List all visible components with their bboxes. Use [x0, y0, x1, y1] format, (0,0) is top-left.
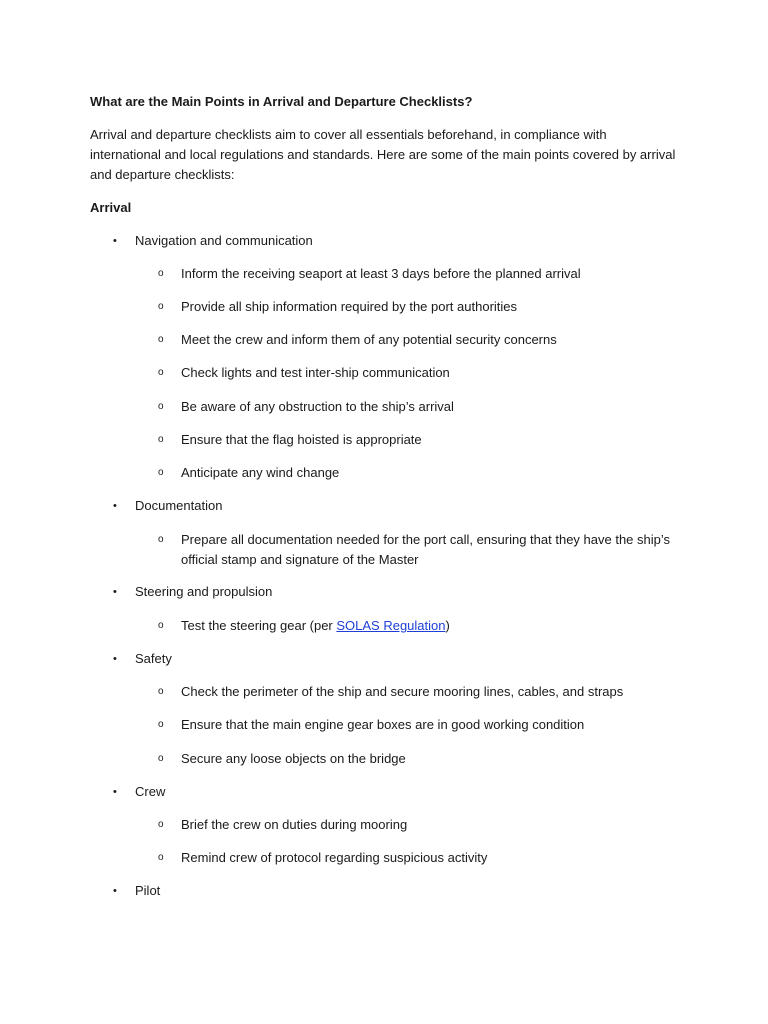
list-item-label: Pilot	[135, 883, 161, 898]
list-item-navigation	[113, 231, 313, 251]
circle-bullet-icon: o	[158, 434, 164, 445]
circle-bullet-icon: o	[158, 753, 164, 764]
circle-bullet-icon: o	[158, 620, 164, 631]
circle-bullet-icon: o	[158, 819, 164, 830]
solas-regulation-link[interactable]: SOLAS Regulation	[336, 618, 446, 633]
list-item-label: Navigation and communication	[135, 233, 313, 248]
sub-list-item	[158, 463, 340, 483]
sub-list-item	[158, 264, 581, 284]
sub-list-item	[158, 749, 406, 769]
list-item-label: Documentation	[135, 498, 223, 513]
list-item-pilot	[113, 881, 161, 901]
sub-list-item	[158, 815, 408, 835]
sub-list-item-label-prefix: Test the steering gear (per	[181, 618, 337, 633]
circle-bullet-icon: o	[158, 367, 164, 378]
list-item-label: Steering and propulsion	[135, 584, 273, 599]
bullet-icon: •	[113, 235, 117, 247]
sub-list-item-label: Meet the crew and inform them of any potential security concerns	[181, 332, 557, 347]
sub-list-item	[158, 430, 422, 450]
circle-bullet-icon: o	[158, 852, 164, 863]
sub-list-item-label: Remind crew of protocol regarding suspicious activity	[181, 850, 488, 865]
page-title: What are the Main Points in Arrival and Departure Checklists?	[90, 94, 473, 109]
list-item-label: Crew	[135, 784, 166, 799]
circle-bullet-icon: o	[158, 467, 164, 478]
sub-list-item-label: Provide all ship information required by the port authorities	[181, 299, 518, 314]
sub-list-item-label: Anticipate any wind change	[181, 465, 340, 480]
sub-list-item	[158, 330, 557, 350]
section-title-arrival: Arrival	[90, 200, 132, 215]
bullet-icon: •	[113, 586, 117, 598]
sub-list-item-label: Secure any loose objects on the bridge	[181, 751, 406, 766]
sub-list-item-label: Prepare all documentation needed for the port call, ensuring that they have the ship’s official stamp and signature of the Master	[181, 532, 671, 567]
list-item-safety	[113, 649, 172, 669]
list-item-label: Safety	[135, 651, 172, 666]
list-item-steering	[113, 582, 273, 602]
circle-bullet-icon: o	[158, 686, 164, 697]
circle-bullet-icon: o	[158, 401, 164, 412]
sub-list-item	[158, 682, 624, 702]
sub-list-item-label: Be aware of any obstruction to the ship’s arrival	[181, 399, 454, 414]
sub-list-item	[158, 715, 585, 735]
sub-list-item	[158, 397, 454, 417]
list-item-crew	[113, 782, 166, 802]
sub-list-item	[158, 297, 518, 317]
sub-list-item-label: Brief the crew on duties during mooring	[181, 817, 408, 832]
bullet-icon: •	[113, 653, 117, 665]
sub-list-item-label: Ensure that the main engine gear boxes are in good working condition	[181, 717, 585, 732]
bullet-icon: •	[113, 885, 117, 897]
intro-paragraph: Arrival and departure checklists aim to cover all essentials beforehand, in compliance with international and local regulations and standards. Here are some of the main points covered by arrival and departure checklists:	[90, 127, 676, 182]
circle-bullet-icon: o	[158, 268, 164, 279]
bullet-icon: •	[113, 500, 117, 512]
sub-list-item	[158, 616, 450, 636]
circle-bullet-icon: o	[158, 334, 164, 345]
sub-list-item-label: Check lights and test inter-ship communication	[181, 365, 450, 380]
list-item-documentation	[113, 496, 223, 516]
circle-bullet-icon: o	[158, 301, 164, 312]
sub-list-item	[158, 530, 681, 570]
sub-list-item-label: Inform the receiving seaport at least 3 days before the planned arrival	[181, 266, 581, 281]
sub-list-item-label: Ensure that the flag hoisted is appropriate	[181, 432, 422, 447]
circle-bullet-icon: o	[158, 719, 164, 730]
bullet-icon: •	[113, 786, 117, 798]
sub-list-item-label-suffix: )	[445, 618, 450, 633]
sub-list-item	[158, 363, 450, 383]
sub-list-item	[158, 848, 488, 868]
circle-bullet-icon: o	[158, 534, 164, 545]
sub-list-item-label: Check the perimeter of the ship and secure mooring lines, cables, and straps	[181, 684, 624, 699]
